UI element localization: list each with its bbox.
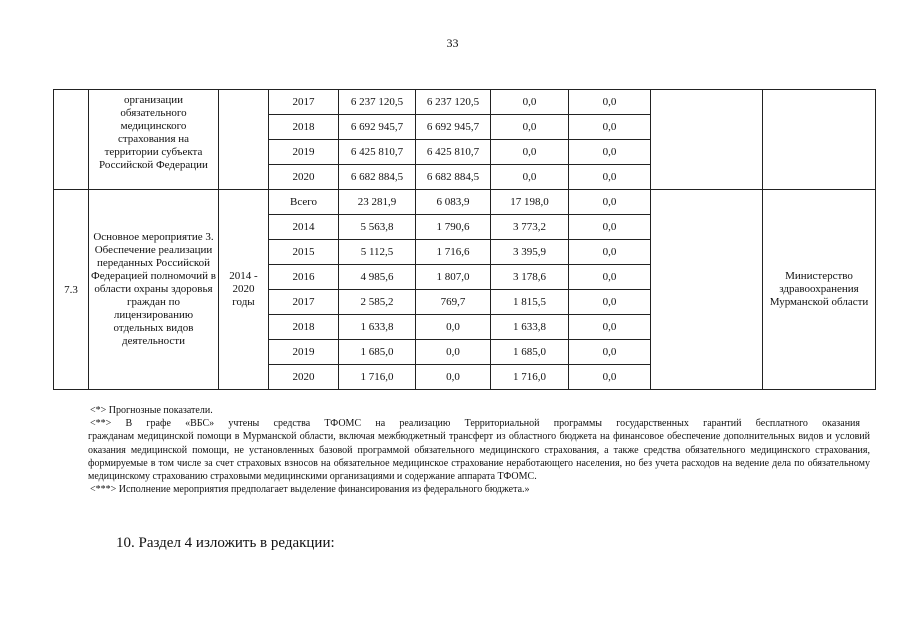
table-row	[54, 90, 876, 115]
fund-cell-3: 0,0	[569, 240, 651, 265]
fund-cell-1: 1 716,6	[416, 240, 491, 265]
fund-cell-1: 0,0	[416, 365, 491, 390]
fund-cell-3: 0,0	[569, 315, 651, 340]
year-cell: 2017	[269, 290, 339, 315]
fund-cell-2: 3 395,9	[491, 240, 569, 265]
year-cell: 2016	[269, 265, 339, 290]
fund-cell-2: 0,0	[491, 90, 569, 115]
total-cell: 2 585,2	[339, 290, 416, 315]
item-description-cell: организации обязательного медицинского страхования на территории субъекта Российской Федерации	[89, 90, 219, 190]
total-cell: 1 685,0	[339, 340, 416, 365]
footnote-1: <*> Прогнозные показатели.	[90, 405, 213, 416]
total-cell: 5 563,8	[339, 215, 416, 240]
year-cell: 2014	[269, 215, 339, 240]
table-row	[54, 190, 876, 215]
fund-cell-3: 0,0	[569, 90, 651, 115]
page-number: 33	[446, 36, 459, 50]
total-cell: 1 633,8	[339, 315, 416, 340]
fund-cell-2: 3 773,2	[491, 215, 569, 240]
fund-cell-2: 3 178,6	[491, 265, 569, 290]
fund-cell-2: 1 716,0	[491, 365, 569, 390]
fund-cell-2: 1 633,8	[491, 315, 569, 340]
year-cell: Всего	[269, 190, 339, 215]
fund-cell-2: 17 198,0	[491, 190, 569, 215]
executor-cell: Министерство здравоохранения Мурманской области	[763, 190, 876, 390]
total-cell: 6 682 884,5	[339, 165, 416, 190]
total-cell: 23 281,9	[339, 190, 416, 215]
year-cell: 2015	[269, 240, 339, 265]
fund-cell-1: 6 237 120,5	[416, 90, 491, 115]
footnotes	[88, 404, 870, 496]
footnote-2-body: гражданам медицинской помощи в Мурманской области, включая межбюджетный трансферт из областного бюджета на финансовое обеспечение дополнительных видов и условий оказания медицинской помощи, не установленных базовой программой обязательного медицинского страхования, а также средства обязательного медицинского страхования, формируемые в том числе за счет страховых взносов на обязательное медицинское страхование неработающего населения, но без учета расходов на ведение дела по обязательному медицинскому страхованию страховыми медицинскими организациями и содержание аппарата ТФОМС.	[88, 431, 870, 483]
fund-cell-3: 0,0	[569, 115, 651, 140]
fund-cell-1: 6 682 884,5	[416, 165, 491, 190]
item-number-cell	[54, 90, 89, 190]
year-cell: 2017	[269, 90, 339, 115]
total-cell: 5 112,5	[339, 240, 416, 265]
footnote-2-first-line: <**> В графе «ВБС» учтены средства ТФОМС на реализацию Территориальной программы государственных гарантий бесплатного оказания	[90, 418, 860, 430]
fund-cell-1: 769,7	[416, 290, 491, 315]
total-cell: 6 425 810,7	[339, 140, 416, 165]
fund-cell-3: 0,0	[569, 265, 651, 290]
fund-cell-1: 1 807,0	[416, 265, 491, 290]
fund-cell-2: 0,0	[491, 115, 569, 140]
fund-cell-3: 0,0	[569, 340, 651, 365]
total-cell: 6 237 120,5	[339, 90, 416, 115]
year-cell: 2019	[269, 140, 339, 165]
footnote-3: <***> Исполнение мероприятия предполагает выделение финансирования из федерального бюджета.»	[90, 484, 530, 496]
fund-cell-3: 0,0	[569, 215, 651, 240]
fund-cell-1: 0,0	[416, 340, 491, 365]
year-cell: 2019	[269, 340, 339, 365]
indicator-cell	[651, 190, 763, 390]
fund-cell-3: 0,0	[569, 165, 651, 190]
item-number-cell: 7.3	[54, 190, 89, 390]
fund-cell-2: 1 685,0	[491, 340, 569, 365]
total-cell: 1 716,0	[339, 365, 416, 390]
fund-cell-1: 6 083,9	[416, 190, 491, 215]
year-cell: 2020	[269, 165, 339, 190]
fund-cell-2: 0,0	[491, 165, 569, 190]
executor-cell	[763, 90, 876, 190]
section-heading: 10. Раздел 4 изложить в редакции:	[116, 535, 335, 551]
fund-cell-3: 0,0	[569, 140, 651, 165]
fund-cell-2: 1 815,5	[491, 290, 569, 315]
fund-cell-1: 6 425 810,7	[416, 140, 491, 165]
year-cell: 2020	[269, 365, 339, 390]
financing-table	[53, 89, 876, 390]
period-cell	[219, 90, 269, 190]
fund-cell-3: 0,0	[569, 365, 651, 390]
total-cell: 4 985,6	[339, 265, 416, 290]
indicator-cell	[651, 90, 763, 190]
fund-cell-1: 6 692 945,7	[416, 115, 491, 140]
fund-cell-3: 0,0	[569, 190, 651, 215]
fund-cell-2: 0,0	[491, 140, 569, 165]
fund-cell-1: 0,0	[416, 315, 491, 340]
item-description-cell: Основное мероприятие 3. Обеспечение реализации переданных Российской Федерацией полномочий в области охраны здоровья граждан по лицензированию отдельных видов деятельности	[89, 190, 219, 390]
period-cell: 2014 - 2020 годы	[219, 190, 269, 390]
fund-cell-3: 0,0	[569, 290, 651, 315]
year-cell: 2018	[269, 315, 339, 340]
fund-cell-1: 1 790,6	[416, 215, 491, 240]
total-cell: 6 692 945,7	[339, 115, 416, 140]
year-cell: 2018	[269, 115, 339, 140]
